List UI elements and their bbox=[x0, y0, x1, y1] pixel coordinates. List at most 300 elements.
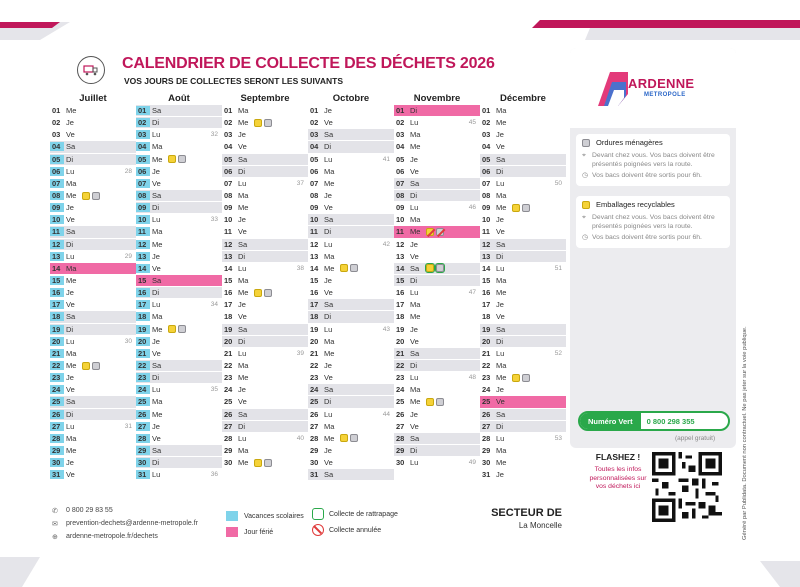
weekday: Me bbox=[66, 446, 77, 455]
day-number: 25 bbox=[396, 397, 405, 407]
location-icon: ⌖ bbox=[582, 214, 586, 221]
week-number: 40 bbox=[296, 434, 304, 442]
day-row bbox=[394, 263, 480, 275]
weekday: Lu bbox=[66, 421, 75, 431]
day-row bbox=[222, 433, 308, 445]
weekday: Sa bbox=[324, 300, 334, 310]
weekday: Me bbox=[238, 118, 249, 128]
weekday: Je bbox=[496, 215, 504, 225]
day-row bbox=[136, 190, 222, 202]
day-row bbox=[308, 166, 394, 178]
weekday: Ve bbox=[496, 227, 505, 237]
weekday: Je bbox=[324, 276, 332, 286]
weekday: Je bbox=[152, 336, 160, 346]
clock-icon: ◷ bbox=[582, 234, 589, 241]
decorative-stripe-bottom bbox=[0, 547, 800, 587]
grey-bin-icon bbox=[178, 325, 186, 333]
weekday: Je bbox=[66, 118, 74, 128]
weekday: Ve bbox=[410, 166, 419, 176]
weekday: Di bbox=[66, 239, 74, 249]
day-number: 30 bbox=[50, 458, 64, 467]
day-row bbox=[222, 202, 308, 214]
day-row bbox=[480, 214, 566, 226]
day-number: 20 bbox=[482, 336, 491, 346]
day-row bbox=[136, 433, 222, 445]
day-number: 08 bbox=[310, 191, 319, 201]
month-column bbox=[308, 93, 394, 481]
weekday: Ve bbox=[238, 397, 247, 407]
day-number: 31 bbox=[482, 470, 491, 480]
day-number: 11 bbox=[396, 227, 404, 237]
weekday: Sa bbox=[66, 142, 76, 152]
day-row bbox=[308, 360, 394, 372]
weekday: Je bbox=[324, 361, 332, 371]
flash-title: FLASHEZ ! bbox=[595, 452, 641, 462]
day-number: 06 bbox=[136, 167, 150, 176]
day-number: 14 bbox=[310, 263, 319, 273]
day-row bbox=[308, 409, 394, 421]
week-number: 53 bbox=[554, 434, 562, 442]
day-number: 03 bbox=[136, 130, 150, 139]
day-number: 30 bbox=[224, 458, 233, 468]
day-row bbox=[480, 299, 566, 311]
weekday: Sa bbox=[496, 154, 506, 164]
day-row bbox=[394, 141, 480, 153]
day-number: 05 bbox=[50, 155, 64, 164]
day-row bbox=[136, 263, 222, 275]
day-number: 29 bbox=[50, 446, 64, 455]
weekday: Sa bbox=[324, 385, 334, 395]
day-number: 28 bbox=[136, 434, 150, 443]
weekday: Di bbox=[238, 251, 246, 261]
weekday: Ma bbox=[238, 446, 249, 455]
weekday: Ve bbox=[410, 421, 419, 431]
day-row bbox=[308, 251, 394, 263]
day-row bbox=[50, 348, 136, 360]
weekday: Me bbox=[324, 348, 335, 358]
day-number: 23 bbox=[482, 373, 491, 383]
weekday: Je bbox=[66, 288, 74, 298]
day-number: 09 bbox=[136, 203, 150, 212]
day-row bbox=[222, 190, 308, 202]
weekday: Me bbox=[410, 227, 421, 237]
day-row bbox=[394, 445, 480, 457]
day-row bbox=[136, 226, 222, 238]
day-number: 20 bbox=[136, 337, 150, 346]
day-row bbox=[50, 421, 136, 433]
day-row bbox=[394, 190, 480, 202]
grey-bin-icon bbox=[92, 192, 100, 200]
day-row bbox=[480, 117, 566, 129]
numero-vert[interactable] bbox=[578, 411, 730, 431]
day-row bbox=[136, 239, 222, 251]
day-row bbox=[222, 324, 308, 336]
day-row bbox=[222, 287, 308, 299]
legend-days bbox=[226, 508, 304, 540]
day-number: 29 bbox=[224, 446, 233, 455]
day-number: 25 bbox=[136, 397, 150, 406]
day-row bbox=[222, 299, 308, 311]
weekday: Sa bbox=[324, 470, 334, 480]
day-number: 13 bbox=[136, 252, 150, 261]
day-number: 06 bbox=[224, 166, 233, 176]
yellow-bin-icon bbox=[82, 362, 90, 370]
day-number: 03 bbox=[224, 130, 233, 140]
day-row bbox=[136, 324, 222, 336]
day-number: 22 bbox=[50, 361, 64, 370]
day-row bbox=[308, 263, 394, 275]
day-row bbox=[136, 457, 222, 469]
weekday: Me bbox=[238, 458, 249, 468]
day-number: 14 bbox=[52, 263, 61, 273]
day-number: 25 bbox=[482, 397, 491, 407]
month-header: Novembre bbox=[413, 93, 461, 104]
day-number: 09 bbox=[50, 203, 64, 212]
day-number: 27 bbox=[482, 421, 491, 431]
day-number: 01 bbox=[224, 106, 233, 116]
day-row bbox=[480, 311, 566, 323]
day-row bbox=[308, 202, 394, 214]
day-row bbox=[136, 166, 222, 178]
day-number: 06 bbox=[310, 166, 319, 176]
weekday: Me bbox=[152, 324, 163, 334]
day-row bbox=[308, 324, 394, 336]
day-number: 31 bbox=[136, 470, 150, 479]
day-row bbox=[222, 178, 308, 190]
weekday: Ve bbox=[238, 312, 247, 322]
weekday: Ve bbox=[324, 118, 333, 128]
week-number: 48 bbox=[468, 374, 476, 382]
weekday: Je bbox=[238, 130, 246, 140]
grey-bin-icon bbox=[350, 434, 358, 442]
day-number: 14 bbox=[136, 264, 150, 273]
weekday: Me bbox=[496, 373, 507, 383]
day-row bbox=[50, 311, 136, 323]
weekday: Me bbox=[238, 288, 249, 298]
weekday: Je bbox=[324, 191, 332, 201]
day-number: 12 bbox=[310, 239, 319, 249]
day-number: 11 bbox=[50, 227, 64, 236]
weekday: Ma bbox=[238, 361, 249, 371]
day-number: 10 bbox=[50, 215, 64, 224]
day-row bbox=[308, 348, 394, 360]
day-row bbox=[394, 299, 480, 311]
day-row bbox=[480, 202, 566, 214]
weekday: Je bbox=[152, 166, 160, 176]
day-row bbox=[480, 336, 566, 348]
logo-name: ARDENNE bbox=[628, 76, 695, 91]
globe-icon: ⊕ bbox=[52, 533, 58, 541]
ferie-swatch bbox=[226, 527, 238, 537]
day-row bbox=[50, 117, 136, 129]
week-number: 47 bbox=[468, 289, 476, 297]
day-row bbox=[136, 311, 222, 323]
weekday: Ve bbox=[496, 312, 505, 322]
week-number: 49 bbox=[468, 459, 476, 467]
day-number: 05 bbox=[310, 154, 319, 164]
weekday: Di bbox=[152, 288, 160, 298]
day-number: 23 bbox=[136, 373, 150, 382]
grey-bin-icon bbox=[178, 155, 186, 163]
weekday: Me bbox=[410, 397, 421, 407]
day-number: 06 bbox=[396, 166, 405, 176]
contact-web[interactable]: ardenne-metropole.fr/dechets bbox=[66, 533, 158, 540]
contact-phone[interactable]: 0 800 29 83 55 bbox=[66, 507, 113, 514]
weekday: Lu bbox=[238, 348, 247, 358]
day-row bbox=[480, 396, 566, 408]
grey-bin-icon bbox=[522, 374, 530, 382]
weekday: Di bbox=[496, 421, 504, 431]
weekday: Lu bbox=[152, 215, 161, 225]
day-number: 31 bbox=[50, 470, 64, 479]
weekday: Lu bbox=[410, 373, 419, 383]
weekday: Ma bbox=[66, 433, 77, 443]
day-number: 12 bbox=[224, 239, 233, 249]
day-number: 02 bbox=[224, 118, 233, 128]
week-number: 46 bbox=[468, 204, 476, 212]
day-number: 06 bbox=[50, 167, 64, 176]
weekday: Me bbox=[66, 191, 77, 201]
contact-email[interactable]: prevention-dechets@ardenne-metropole.fr bbox=[66, 520, 199, 527]
week-number: 45 bbox=[468, 119, 476, 127]
day-number: 22 bbox=[310, 361, 319, 371]
weekday: Lu bbox=[324, 409, 333, 419]
logo bbox=[570, 48, 736, 128]
day-row bbox=[480, 384, 566, 396]
day-row bbox=[308, 421, 394, 433]
day-row bbox=[308, 311, 394, 323]
weekday: Me bbox=[410, 312, 421, 322]
month-column bbox=[136, 93, 222, 481]
day-number: 03 bbox=[310, 130, 319, 140]
week-number: 37 bbox=[296, 179, 304, 187]
day-number: 16 bbox=[224, 288, 233, 298]
day-row bbox=[480, 154, 566, 166]
day-row bbox=[308, 117, 394, 129]
day-number: 14 bbox=[396, 263, 405, 273]
weekday: Sa bbox=[238, 409, 248, 419]
day-row bbox=[308, 214, 394, 226]
day-number: 04 bbox=[396, 142, 405, 152]
day-number: 22 bbox=[224, 361, 233, 371]
day-row bbox=[308, 433, 394, 445]
day-number: 28 bbox=[482, 433, 491, 443]
day-row bbox=[136, 396, 222, 408]
day-row bbox=[50, 214, 136, 226]
day-row bbox=[480, 409, 566, 421]
weekday: Ma bbox=[152, 312, 163, 322]
contact-block bbox=[52, 504, 198, 543]
yellow-bin-icon bbox=[582, 201, 590, 209]
yellow-bin-icon bbox=[254, 459, 262, 467]
day-row bbox=[50, 287, 136, 299]
day-row bbox=[480, 469, 566, 481]
weekday: Di bbox=[324, 312, 332, 322]
day-row bbox=[394, 202, 480, 214]
day-row bbox=[308, 336, 394, 348]
location-icon: ⌖ bbox=[582, 152, 586, 159]
weekday: Di bbox=[152, 373, 160, 383]
day-number: 08 bbox=[482, 191, 491, 201]
weekday: Di bbox=[66, 154, 74, 164]
day-number: 10 bbox=[482, 215, 491, 225]
day-number: 11 bbox=[224, 227, 232, 237]
weekday: Ma bbox=[410, 385, 421, 395]
day-row bbox=[50, 275, 136, 287]
day-number: 17 bbox=[310, 300, 319, 310]
day-number: 20 bbox=[310, 336, 319, 346]
grey-bin-icon bbox=[92, 362, 100, 370]
weekday: Sa bbox=[66, 397, 76, 407]
grey-bin-icon bbox=[522, 204, 530, 212]
yellow-bin-icon bbox=[82, 192, 90, 200]
day-row bbox=[394, 251, 480, 263]
weekday: Sa bbox=[410, 433, 420, 443]
yellow-bin-icon bbox=[168, 155, 176, 163]
day-row bbox=[222, 445, 308, 457]
weekday: Lu bbox=[496, 263, 505, 273]
day-number: 18 bbox=[136, 312, 150, 321]
weekday: Lu bbox=[66, 251, 75, 261]
weekday: Ve bbox=[496, 142, 505, 152]
day-row bbox=[50, 141, 136, 153]
day-row bbox=[308, 239, 394, 251]
weekday: Di bbox=[238, 336, 246, 346]
weekday: Sa bbox=[238, 324, 248, 334]
weekday: Ve bbox=[66, 470, 75, 480]
day-number: 02 bbox=[136, 118, 150, 127]
day-number: 20 bbox=[224, 336, 233, 346]
day-number: 30 bbox=[396, 458, 405, 468]
day-number: 17 bbox=[396, 300, 405, 310]
day-number: 17 bbox=[224, 300, 233, 310]
day-number: 14 bbox=[224, 263, 233, 273]
day-number: 22 bbox=[396, 361, 405, 371]
weekday: Sa bbox=[496, 324, 506, 334]
day-row bbox=[222, 226, 308, 238]
weekday: Di bbox=[324, 397, 332, 407]
weekday: Di bbox=[66, 324, 74, 334]
weekday: Ma bbox=[152, 397, 163, 407]
day-number: 24 bbox=[396, 385, 405, 395]
weekday: Je bbox=[238, 300, 246, 310]
day-number: 03 bbox=[396, 130, 405, 140]
day-number: 17 bbox=[136, 300, 150, 309]
weekday: Je bbox=[238, 215, 246, 225]
weekday: Di bbox=[496, 251, 504, 261]
weekday: Me bbox=[238, 203, 249, 213]
day-number: 10 bbox=[136, 215, 150, 224]
month-header: Août bbox=[168, 93, 190, 104]
weekday: Ma bbox=[496, 446, 507, 455]
day-row bbox=[222, 166, 308, 178]
day-row bbox=[480, 105, 566, 117]
yellow-bin-icon bbox=[254, 289, 262, 297]
day-number: 01 bbox=[482, 106, 491, 116]
day-number: 08 bbox=[224, 191, 233, 201]
flash-desc: Toutes les infos personnalisées sur vos déchets ici bbox=[589, 466, 647, 490]
day-number: 11 bbox=[136, 227, 150, 236]
legend-ordures-title: Ordures ménagères bbox=[596, 138, 663, 147]
day-row bbox=[480, 239, 566, 251]
weekday: Je bbox=[410, 324, 418, 334]
weekday: Ma bbox=[238, 106, 249, 116]
weekday: Di bbox=[66, 409, 74, 419]
day-row bbox=[394, 433, 480, 445]
week-number: 33 bbox=[210, 216, 218, 224]
numero-vert-label: Numéro Vert bbox=[580, 413, 641, 429]
weekday: Lu bbox=[238, 178, 247, 188]
day-number: 18 bbox=[224, 312, 233, 322]
day-number: 21 bbox=[482, 348, 491, 358]
day-number: 17 bbox=[482, 300, 491, 310]
day-row bbox=[222, 421, 308, 433]
weekday: Sa bbox=[496, 409, 506, 419]
weekday: Ve bbox=[66, 130, 75, 140]
legend-collect bbox=[312, 506, 398, 538]
week-number: 39 bbox=[296, 349, 304, 357]
weekday: Me bbox=[152, 239, 163, 249]
weekday: Lu bbox=[152, 300, 161, 310]
legend-vacances: Vacances scolaires bbox=[244, 512, 304, 520]
day-row bbox=[222, 275, 308, 287]
day-number: 15 bbox=[50, 276, 64, 285]
weekday: Je bbox=[66, 373, 74, 383]
day-row bbox=[394, 287, 480, 299]
weekday: Lu bbox=[152, 385, 161, 395]
day-row bbox=[50, 190, 136, 202]
day-row bbox=[394, 178, 480, 190]
day-number: 13 bbox=[310, 251, 319, 261]
day-row bbox=[136, 178, 222, 190]
weekday: Je bbox=[496, 470, 504, 480]
weekday: Je bbox=[66, 203, 74, 213]
day-number: 21 bbox=[50, 349, 64, 358]
day-row bbox=[480, 348, 566, 360]
qr-code[interactable] bbox=[652, 452, 722, 522]
day-row bbox=[136, 287, 222, 299]
day-row bbox=[394, 117, 480, 129]
weekday: Ve bbox=[66, 215, 75, 225]
day-number: 30 bbox=[136, 458, 150, 467]
week-number: 36 bbox=[210, 471, 218, 479]
weekday: Ve bbox=[324, 203, 333, 213]
weekday: Lu bbox=[238, 433, 247, 443]
weekday: Lu bbox=[496, 178, 505, 188]
day-row bbox=[50, 457, 136, 469]
day-row bbox=[480, 263, 566, 275]
day-row bbox=[308, 445, 394, 457]
week-number: 44 bbox=[382, 410, 390, 418]
day-row bbox=[50, 251, 136, 263]
week-number: 30 bbox=[124, 337, 132, 345]
day-number: 23 bbox=[396, 373, 405, 383]
day-number: 24 bbox=[310, 385, 319, 395]
day-number: 21 bbox=[224, 348, 233, 358]
day-number: 07 bbox=[482, 178, 491, 188]
legend-emballages bbox=[576, 196, 730, 248]
weekday: Di bbox=[410, 191, 418, 201]
weekday: Ve bbox=[238, 227, 247, 237]
week-number: 42 bbox=[382, 240, 390, 248]
day-row bbox=[394, 348, 480, 360]
day-row bbox=[136, 141, 222, 153]
day-row bbox=[222, 311, 308, 323]
weekday: Lu bbox=[324, 324, 333, 334]
month-header: Octobre bbox=[332, 93, 370, 104]
day-row bbox=[308, 226, 394, 238]
day-number: 01 bbox=[136, 106, 150, 115]
